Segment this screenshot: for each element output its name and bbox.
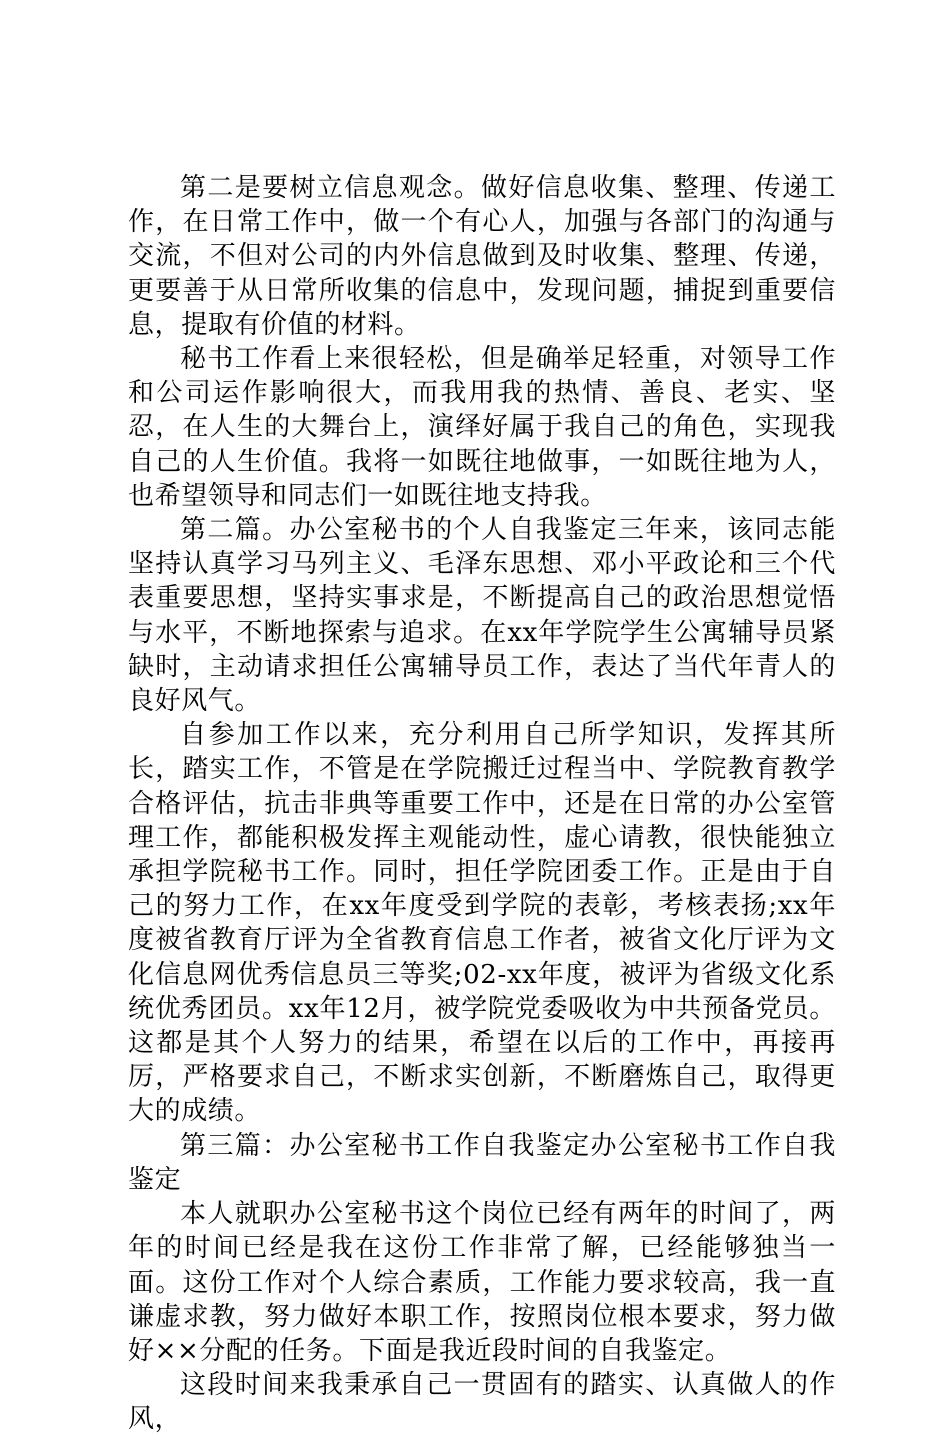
paragraph-work-achievements: 自参加工作以来，充分利用自己所学知识，发挥其所长，踏实工作，不管是在学院搬迁过程当中、学院教育教学合格评估，抗击非典等重要工作中，还是在日常的办公室管理工作，都能积极发挥主观能动性，虚心请教，很快能独立承担学院秘书工作。同时，担任学院团委工作。正是由于自己的努力工作，在xx年度受到学院的表彰，考核表扬;xx年度被省教育厅评为全省教育信息工作者，被省文化厅评为文化信息网优秀信息员三等奖;02-xx年度，被评为省级文化系统优秀团员。xx年12月，被学院党委吸收为中共预备党员。这都是其个人努力的结果，希望在以后的工作中，再接再厉，严格要求自己，不断求实创新，不断磨炼自己，取得更大的成绩。 <box>128 720 836 1127</box>
document-body <box>128 171 836 1437</box>
paragraph-self-appraisal-intro: 本人就职办公室秘书这个岗位已经有两年的时间了，两年的时间已经是我在这份工作非常了解，已经能够独当一面。这份工作对个人综合素质，工作能力要求较高，我一直谦虚求教，努力做好本职工作，按照岗位根本要求，努力做好××分配的任务。下面是我近段时间的自我鉴定。 <box>128 1199 836 1366</box>
paragraph-third-article-title: 第三篇：办公室秘书工作自我鉴定办公室秘书工作自我鉴定 <box>128 1130 836 1195</box>
paragraph-information-awareness: 第二是要树立信息观念。做好信息收集、整理、传递工作，在日常工作中，做一个有心人，加强与各部门的沟通与交流，不但对公司的内外信息做到及时收集、整理、传递，更要善于从日常所收集的信息中，发现问题，捕捉到重要信息，提取有价值的材料。 <box>128 173 836 340</box>
paragraph-work-style: 这段时间来我秉承自己一贯固有的踏实、认真做人的作风， <box>128 1370 836 1435</box>
paragraph-second-article: 第二篇。办公室秘书的个人自我鉴定三年来，该同志能坚持认真学习马列主义、毛泽东思想、邓小平政论和三个代表重要思想，坚持实事求是，不断提高自己的政治思想觉悟与水平，不断地探索与追求。在xx年学院学生公寓辅导员紧缺时，主动请求担任公寓辅导员工作，表达了当代年青人的良好风气。 <box>128 515 836 717</box>
paragraph-secretary-work: 秘书工作看上来很轻松，但是确举足轻重，对领导工作和公司运作影响很大，而我用我的热情、善良、老实、坚忍，在人生的大舞台上，演绎好属于我自己的角色，实现我自己的人生价值。我将一如既往地做事，一如既往地为人，也希望领导和同志们一如既往地支持我。 <box>128 344 836 511</box>
